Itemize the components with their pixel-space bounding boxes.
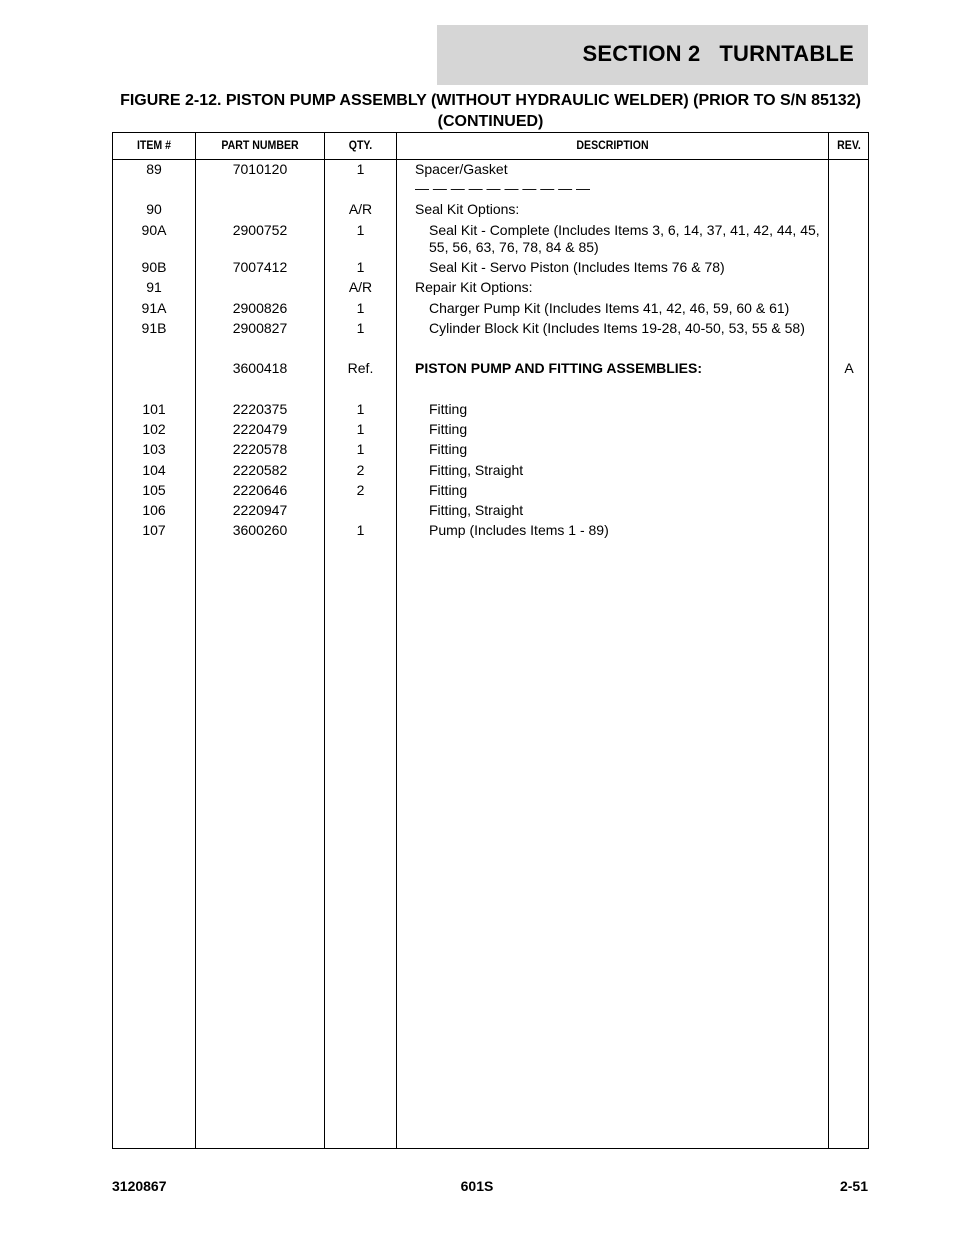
quantity: 2 <box>356 482 365 498</box>
item-number: 91 <box>146 279 162 295</box>
item-number: 103 <box>142 441 166 457</box>
column-header-part-number: PART NUMBER <box>221 138 299 152</box>
description: Fitting <box>429 401 468 417</box>
quantity: 1 <box>356 300 365 316</box>
description: Seal Kit Options: <box>415 201 520 217</box>
parts-table <box>112 132 869 1149</box>
section-title: SECTION 2 TURNTABLE <box>582 41 854 66</box>
item-number: 90 <box>146 201 162 217</box>
document-number: 3120867 <box>112 1178 167 1194</box>
item-number: 90B <box>141 259 167 275</box>
revision: A <box>844 360 854 376</box>
part-number: 3600418 <box>232 360 288 376</box>
description: Seal Kit - Complete (Includes Items 3, 6, 14, 37, 41, 42, 44, 45, 55, 56, 63, 76, 78, 84 & 85) <box>429 222 820 255</box>
part-number: 2900826 <box>232 300 288 316</box>
item-number: 102 <box>142 421 166 437</box>
section-header-box <box>437 25 868 85</box>
part-number: 2220947 <box>232 502 288 518</box>
quantity: 1 <box>356 421 365 437</box>
quantity: 1 <box>356 522 365 538</box>
part-number: 2900752 <box>232 222 288 238</box>
figure-title: FIGURE 2-12. PISTON PUMP ASSEMBLY (WITHOUT HYDRAULIC WELDER) (PRIOR TO S/N 85132) (CONTINUED) <box>120 92 861 130</box>
quantity: Ref. <box>347 360 374 376</box>
item-number: 89 <box>146 161 162 177</box>
page-number: 2-51 <box>839 1178 868 1194</box>
quantity: 1 <box>356 259 365 275</box>
quantity: 1 <box>356 161 365 177</box>
description: Fitting <box>429 441 468 457</box>
column-header-item: ITEM # <box>136 138 172 152</box>
description: Pump (Includes Items 1 - 89) <box>429 522 609 538</box>
part-number: 2900827 <box>232 320 288 336</box>
part-number: 2220582 <box>232 462 288 478</box>
column-header-rev: REV. <box>837 138 861 152</box>
part-number: 2220375 <box>232 401 288 417</box>
quantity: 1 <box>356 320 365 336</box>
header-divider <box>113 159 868 160</box>
quantity: 2 <box>356 462 365 478</box>
quantity: A/R <box>348 201 373 217</box>
description: PISTON PUMP AND FITTING ASSEMBLIES: <box>415 360 703 376</box>
description: Seal Kit - Servo Piston (Includes Items 76 & 78) <box>429 259 725 275</box>
column-header-qty: QTY. <box>348 138 373 152</box>
description: Fitting, Straight <box>429 502 524 518</box>
item-number: 104 <box>142 462 166 478</box>
item-number: 91B <box>141 320 167 336</box>
item-number: 106 <box>142 502 166 518</box>
part-number: 2220479 <box>232 421 288 437</box>
item-number: 101 <box>142 401 166 417</box>
description: Fitting <box>429 421 468 437</box>
quantity: A/R <box>348 279 373 295</box>
description: Fitting <box>429 482 468 498</box>
item-number: 90A <box>141 222 167 238</box>
model-number: 601S <box>460 1178 494 1194</box>
column-divider <box>828 133 829 1148</box>
description: Repair Kit Options: <box>415 279 533 295</box>
description: Charger Pump Kit (Includes Items 41, 42, 46, 59, 60 & 61) <box>429 300 790 316</box>
quantity: 1 <box>356 222 365 238</box>
part-number: 7007412 <box>232 259 288 275</box>
column-divider <box>195 133 196 1148</box>
column-divider <box>396 133 397 1148</box>
item-number: 91A <box>141 300 167 316</box>
part-number: 3600260 <box>232 522 288 538</box>
part-number: 7010120 <box>232 161 288 177</box>
quantity: 1 <box>356 401 365 417</box>
item-number: 107 <box>142 522 166 538</box>
quantity: 1 <box>356 441 365 457</box>
item-number: 105 <box>142 482 166 498</box>
separator-dashes: — — — — — — — — — — <box>415 180 591 196</box>
description: Spacer/Gasket <box>415 161 508 177</box>
part-number: 2220578 <box>232 441 288 457</box>
column-header-description: DESCRIPTION <box>576 138 649 152</box>
description: Cylinder Block Kit (Includes Items 19-28, 40-50, 53, 55 & 58) <box>429 320 805 336</box>
description: Fitting, Straight <box>429 462 524 478</box>
part-number: 2220646 <box>232 482 288 498</box>
